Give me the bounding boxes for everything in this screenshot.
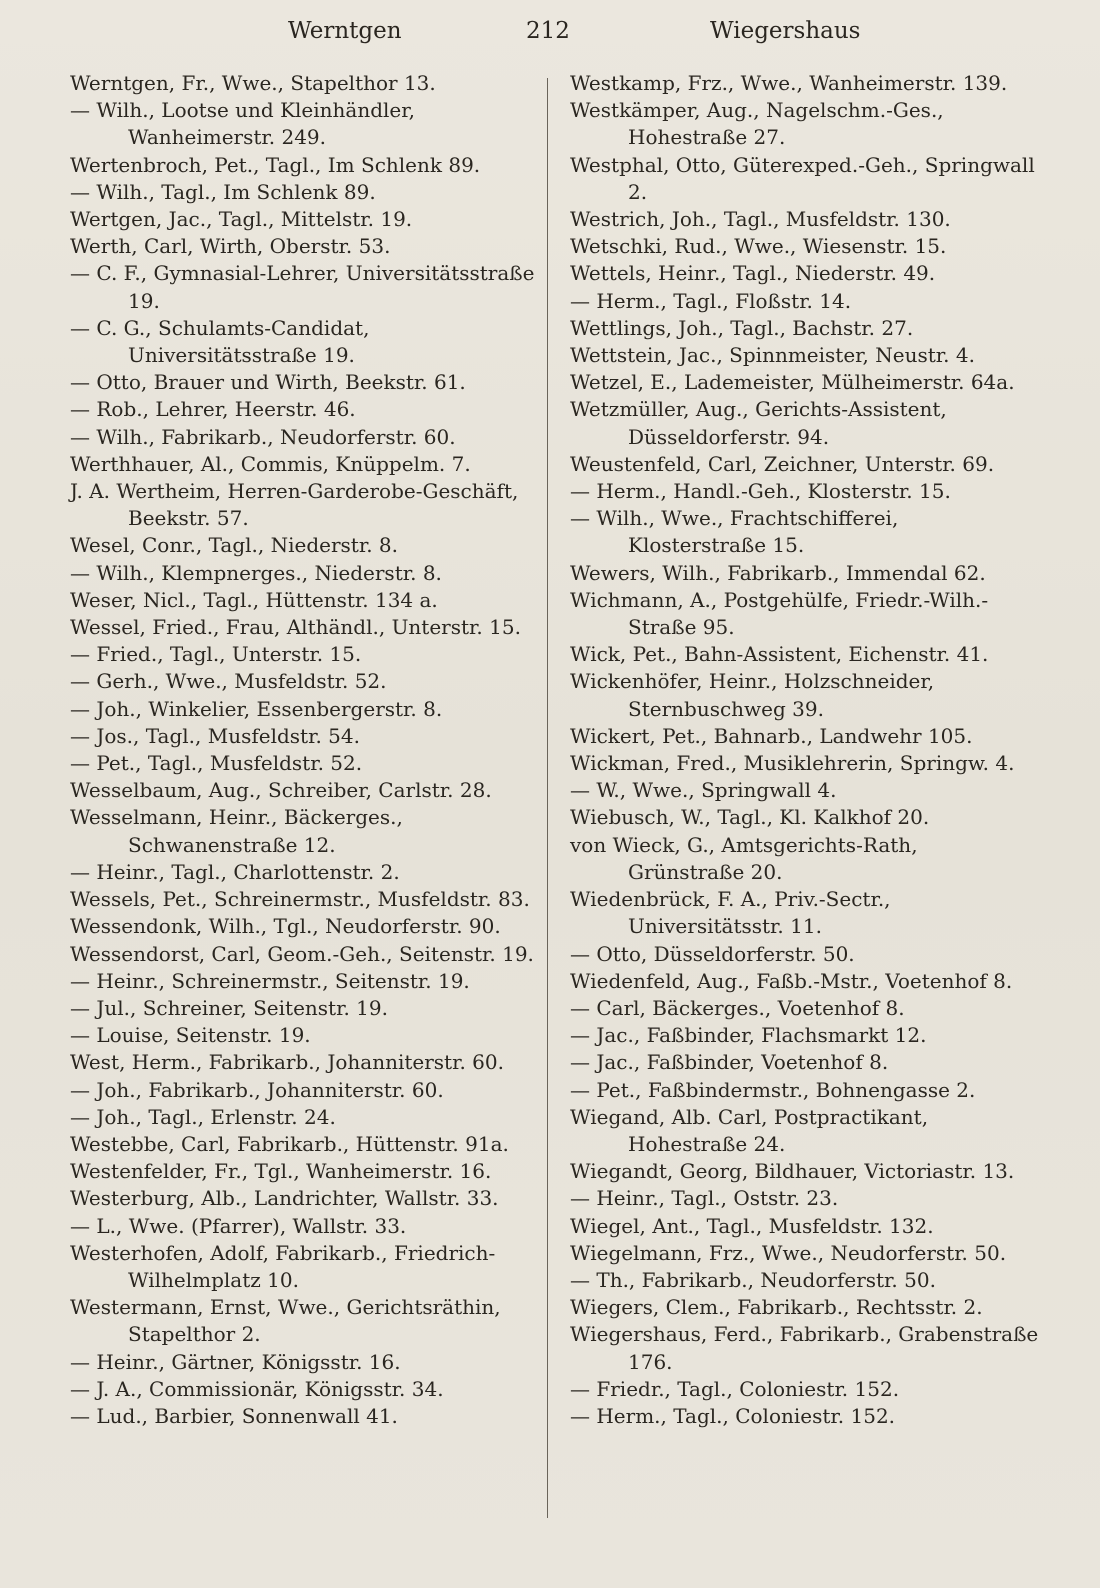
directory-entry: Westerburg, Alb., Landrichter, Wallstr. 33. — [70, 1186, 499, 1211]
directory-entry: — Otto, Brauer und Wirth, Beekstr. 61. — [70, 370, 466, 395]
directory-entry: Westermann, Ernst, Wwe., Gerichtsräthin, Stapelthor 2. — [70, 1295, 501, 1347]
directory-entry: — Joh., Fabrikarb., Johanniterstr. 60. — [70, 1077, 444, 1102]
directory-entry: Westenfelder, Fr., Tgl., Wanheimerstr. 16. — [70, 1159, 492, 1184]
directory-entry: — Fried., Tagl., Unterstr. 15. — [70, 642, 362, 667]
header-right-keyword: Wiegershaus — [710, 18, 861, 44]
directory-entry: Wewers, Wilh., Fabrikarb., Immendal 62. — [570, 560, 986, 585]
directory-entry: Wiegel, Ant., Tagl., Musfeldstr. 132. — [570, 1213, 934, 1238]
directory-entry: Weser, Nicl., Tagl., Hüttenstr. 134 a. — [70, 587, 438, 612]
directory-entry: Wiegers, Clem., Fabrikarb., Rechtsstr. 2. — [570, 1295, 983, 1320]
directory-entry: Wiedenbrück, F. A., Priv.-Sectr., Universitätsstr. 11. — [570, 887, 891, 939]
directory-entry: — Herm., Tagl., Coloniestr. 152. — [570, 1403, 896, 1428]
directory-entry: — Herm., Handl.-Geh., Klosterstr. 15. — [570, 479, 951, 504]
directory-entry: Wettlings, Joh., Tagl., Bachstr. 27. — [570, 315, 914, 340]
directory-entry: — Friedr., Tagl., Coloniestr. 152. — [570, 1376, 900, 1401]
directory-entry: Wiedenfeld, Aug., Faßb.-Mstr., Voetenhof 8. — [570, 968, 1013, 993]
directory-entry: Westerhofen, Adolf, Fabrikarb., Friedrich-Wilhelmplatz 10. — [70, 1240, 496, 1292]
directory-entry: — Gerh., Wwe., Musfeldstr. 52. — [70, 669, 387, 694]
directory-entry: Wetzel, E., Lademeister, Mülheimerstr. 64a. — [570, 370, 1015, 395]
directory-entry: — Joh., Tagl., Erlenstr. 24. — [70, 1104, 336, 1129]
directory-entry: Wick, Pet., Bahn-Assistent, Eichenstr. 41. — [570, 642, 989, 667]
right-column — [570, 70, 1040, 1430]
directory-entry: — Th., Fabrikarb., Neudorferstr. 50. — [570, 1267, 936, 1292]
directory-entry: — W., Wwe., Springwall 4. — [570, 778, 837, 803]
directory-entry: von Wieck, G., Amtsgerichts-Rath, Grünstraße 20. — [570, 832, 918, 884]
directory-entry: — Jul., Schreiner, Seitenstr. 19. — [70, 995, 388, 1020]
directory-entry: Westebbe, Carl, Fabrikarb., Hüttenstr. 91a. — [70, 1131, 509, 1156]
directory-entry: Wessel, Fried., Frau, Althändl., Unterstr. 15. — [70, 615, 521, 640]
directory-entry: — Pet., Faßbindermstr., Bohnengasse 2. — [570, 1077, 976, 1102]
directory-entry: Wessendonk, Wilh., Tgl., Neudorferstr. 90. — [70, 914, 501, 939]
directory-entry: Werthhauer, Al., Commis, Knüppelm. 7. — [70, 451, 471, 476]
directory-entry: Wickenhöfer, Heinr., Holzschneider, Sternbuschweg 39. — [570, 669, 935, 721]
directory-entry: Wickman, Fred., Musiklehrerin, Springw. 4. — [570, 751, 1015, 776]
left-column — [70, 70, 535, 1430]
directory-entry: Wessendorst, Carl, Geom.-Geh., Seitenstr. 19. — [70, 941, 534, 966]
directory-entry: — Lud., Barbier, Sonnenwall 41. — [70, 1403, 398, 1428]
directory-entry: Wickert, Pet., Bahnarb., Landwehr 105. — [570, 723, 973, 748]
directory-entry: — L., Wwe. (Pfarrer), Wallstr. 33. — [70, 1213, 407, 1238]
directory-entry: — Heinr., Gärtner, Königsstr. 16. — [70, 1349, 401, 1374]
directory-entry: — Pet., Tagl., Musfeldstr. 52. — [70, 751, 363, 776]
page-header — [0, 14, 1100, 54]
directory-entry: Wesselmann, Heinr., Bäckerges., Schwanenstraße 12. — [70, 805, 403, 857]
directory-entry: — Wilh., Lootse und Kleinhändler, Wanheimerstr. 249. — [70, 98, 415, 150]
directory-entry: Wichmann, A., Postgehülfe, Friedr.-Wilh.-Straße 95. — [570, 587, 989, 640]
directory-entry: Wertgen, Jac., Tagl., Mittelstr. 19. — [70, 207, 413, 232]
directory-entry: — Wilh., Tagl., Im Schlenk 89. — [70, 179, 376, 204]
directory-entry: Wetschki, Rud., Wwe., Wiesenstr. 15. — [570, 234, 947, 259]
column-divider — [547, 78, 548, 1518]
directory-entry: — Heinr., Tagl., Oststr. 23. — [570, 1186, 839, 1211]
directory-entry: Werth, Carl, Wirth, Oberstr. 53. — [70, 234, 391, 259]
directory-entry: — Heinr., Schreinermstr., Seitenstr. 19. — [70, 968, 470, 993]
directory-entry: Wettstein, Jac., Spinnmeister, Neustr. 4. — [570, 343, 975, 368]
directory-entry: Westrich, Joh., Tagl., Musfeldstr. 130. — [570, 207, 951, 232]
directory-entry: Wessels, Pet., Schreinermstr., Musfeldstr. 83. — [70, 887, 530, 912]
directory-entry: — Herm., Tagl., Floßstr. 14. — [570, 288, 852, 313]
directory-entry: Westphal, Otto, Güterexped.-Geh., Springwall 2. — [570, 152, 1035, 204]
directory-entry: Wesel, Conr., Tagl., Niederstr. 8. — [70, 533, 399, 558]
directory-entry: Wertenbroch, Pet., Tagl., Im Schlenk 89. — [70, 152, 481, 177]
directory-entry: — Jac., Faßbinder, Voetenhof 8. — [570, 1050, 889, 1075]
directory-entry: — Jos., Tagl., Musfeldstr. 54. — [70, 723, 360, 748]
directory-entry: — Jac., Faßbinder, Flachsmarkt 12. — [570, 1023, 927, 1048]
directory-entry: Wiegershaus, Ferd., Fabrikarb., Grabenstraße 176. — [570, 1322, 1039, 1374]
directory-entry: West, Herm., Fabrikarb., Johanniterstr. 60. — [70, 1050, 504, 1075]
directory-entry: Weustenfeld, Carl, Zeichner, Unterstr. 69. — [570, 451, 995, 476]
directory-entry: Werntgen, Fr., Wwe., Stapelthor 13. — [70, 71, 436, 95]
directory-entry: — Carl, Bäckerges., Voetenhof 8. — [570, 995, 905, 1020]
directory-entry: Wiegelmann, Frz., Wwe., Neudorferstr. 50. — [570, 1240, 1007, 1265]
directory-entry: — C. F., Gymnasial-Lehrer, Universitätsstraße 19. — [70, 261, 535, 313]
directory-entry: — Otto, Düsseldorferstr. 50. — [570, 941, 855, 966]
directory-entry: Westkamp, Frz., Wwe., Wanheimerstr. 139. — [570, 71, 1008, 95]
directory-entry: — Wilh., Fabrikarb., Neudorferstr. 60. — [70, 424, 456, 449]
directory-entry: — J. A., Commissionär, Königsstr. 34. — [70, 1376, 444, 1401]
directory-entry: Wettels, Heinr., Tagl., Niederstr. 49. — [570, 261, 936, 286]
directory-entry: — Wilh., Klempnerges., Niederstr. 8. — [70, 560, 442, 585]
directory-entry: Wiebusch, W., Tagl., Kl. Kalkhof 20. — [570, 805, 930, 830]
directory-entry: — Louise, Seitenstr. 19. — [70, 1023, 311, 1048]
directory-entry: — Wilh., Wwe., Frachtschifferei, Klosterstraße 15. — [570, 506, 899, 558]
directory-entry: Wiegand, Alb. Carl, Postpractikant, Hohestraße 24. — [570, 1104, 929, 1156]
directory-entry: Wiegandt, Georg, Bildhauer, Victoriastr. 13. — [570, 1159, 1015, 1184]
header-left-keyword: Werntgen — [288, 18, 402, 44]
directory-entry: — Joh., Winkelier, Essenbergerstr. 8. — [70, 696, 443, 721]
directory-entry: — Rob., Lehrer, Heerstr. 46. — [70, 397, 356, 422]
directory-entry: — Heinr., Tagl., Charlottenstr. 2. — [70, 859, 400, 884]
directory-entry: Wetzmüller, Aug., Gerichts-Assistent, Düsseldorferstr. 94. — [570, 397, 947, 449]
directory-entry: — C. G., Schulamts-Candidat, Universitätsstraße 19. — [70, 315, 370, 368]
page-number: 212 — [526, 18, 570, 44]
directory-entry: Westkämper, Aug., Nagelschm.-Ges., Hohestraße 27. — [570, 98, 944, 150]
directory-entry: J. A. Wertheim, Herren-Garderobe-Geschäft, Beekstr. 57. — [70, 479, 519, 531]
directory-entry: Wesselbaum, Aug., Schreiber, Carlstr. 28. — [70, 778, 492, 803]
